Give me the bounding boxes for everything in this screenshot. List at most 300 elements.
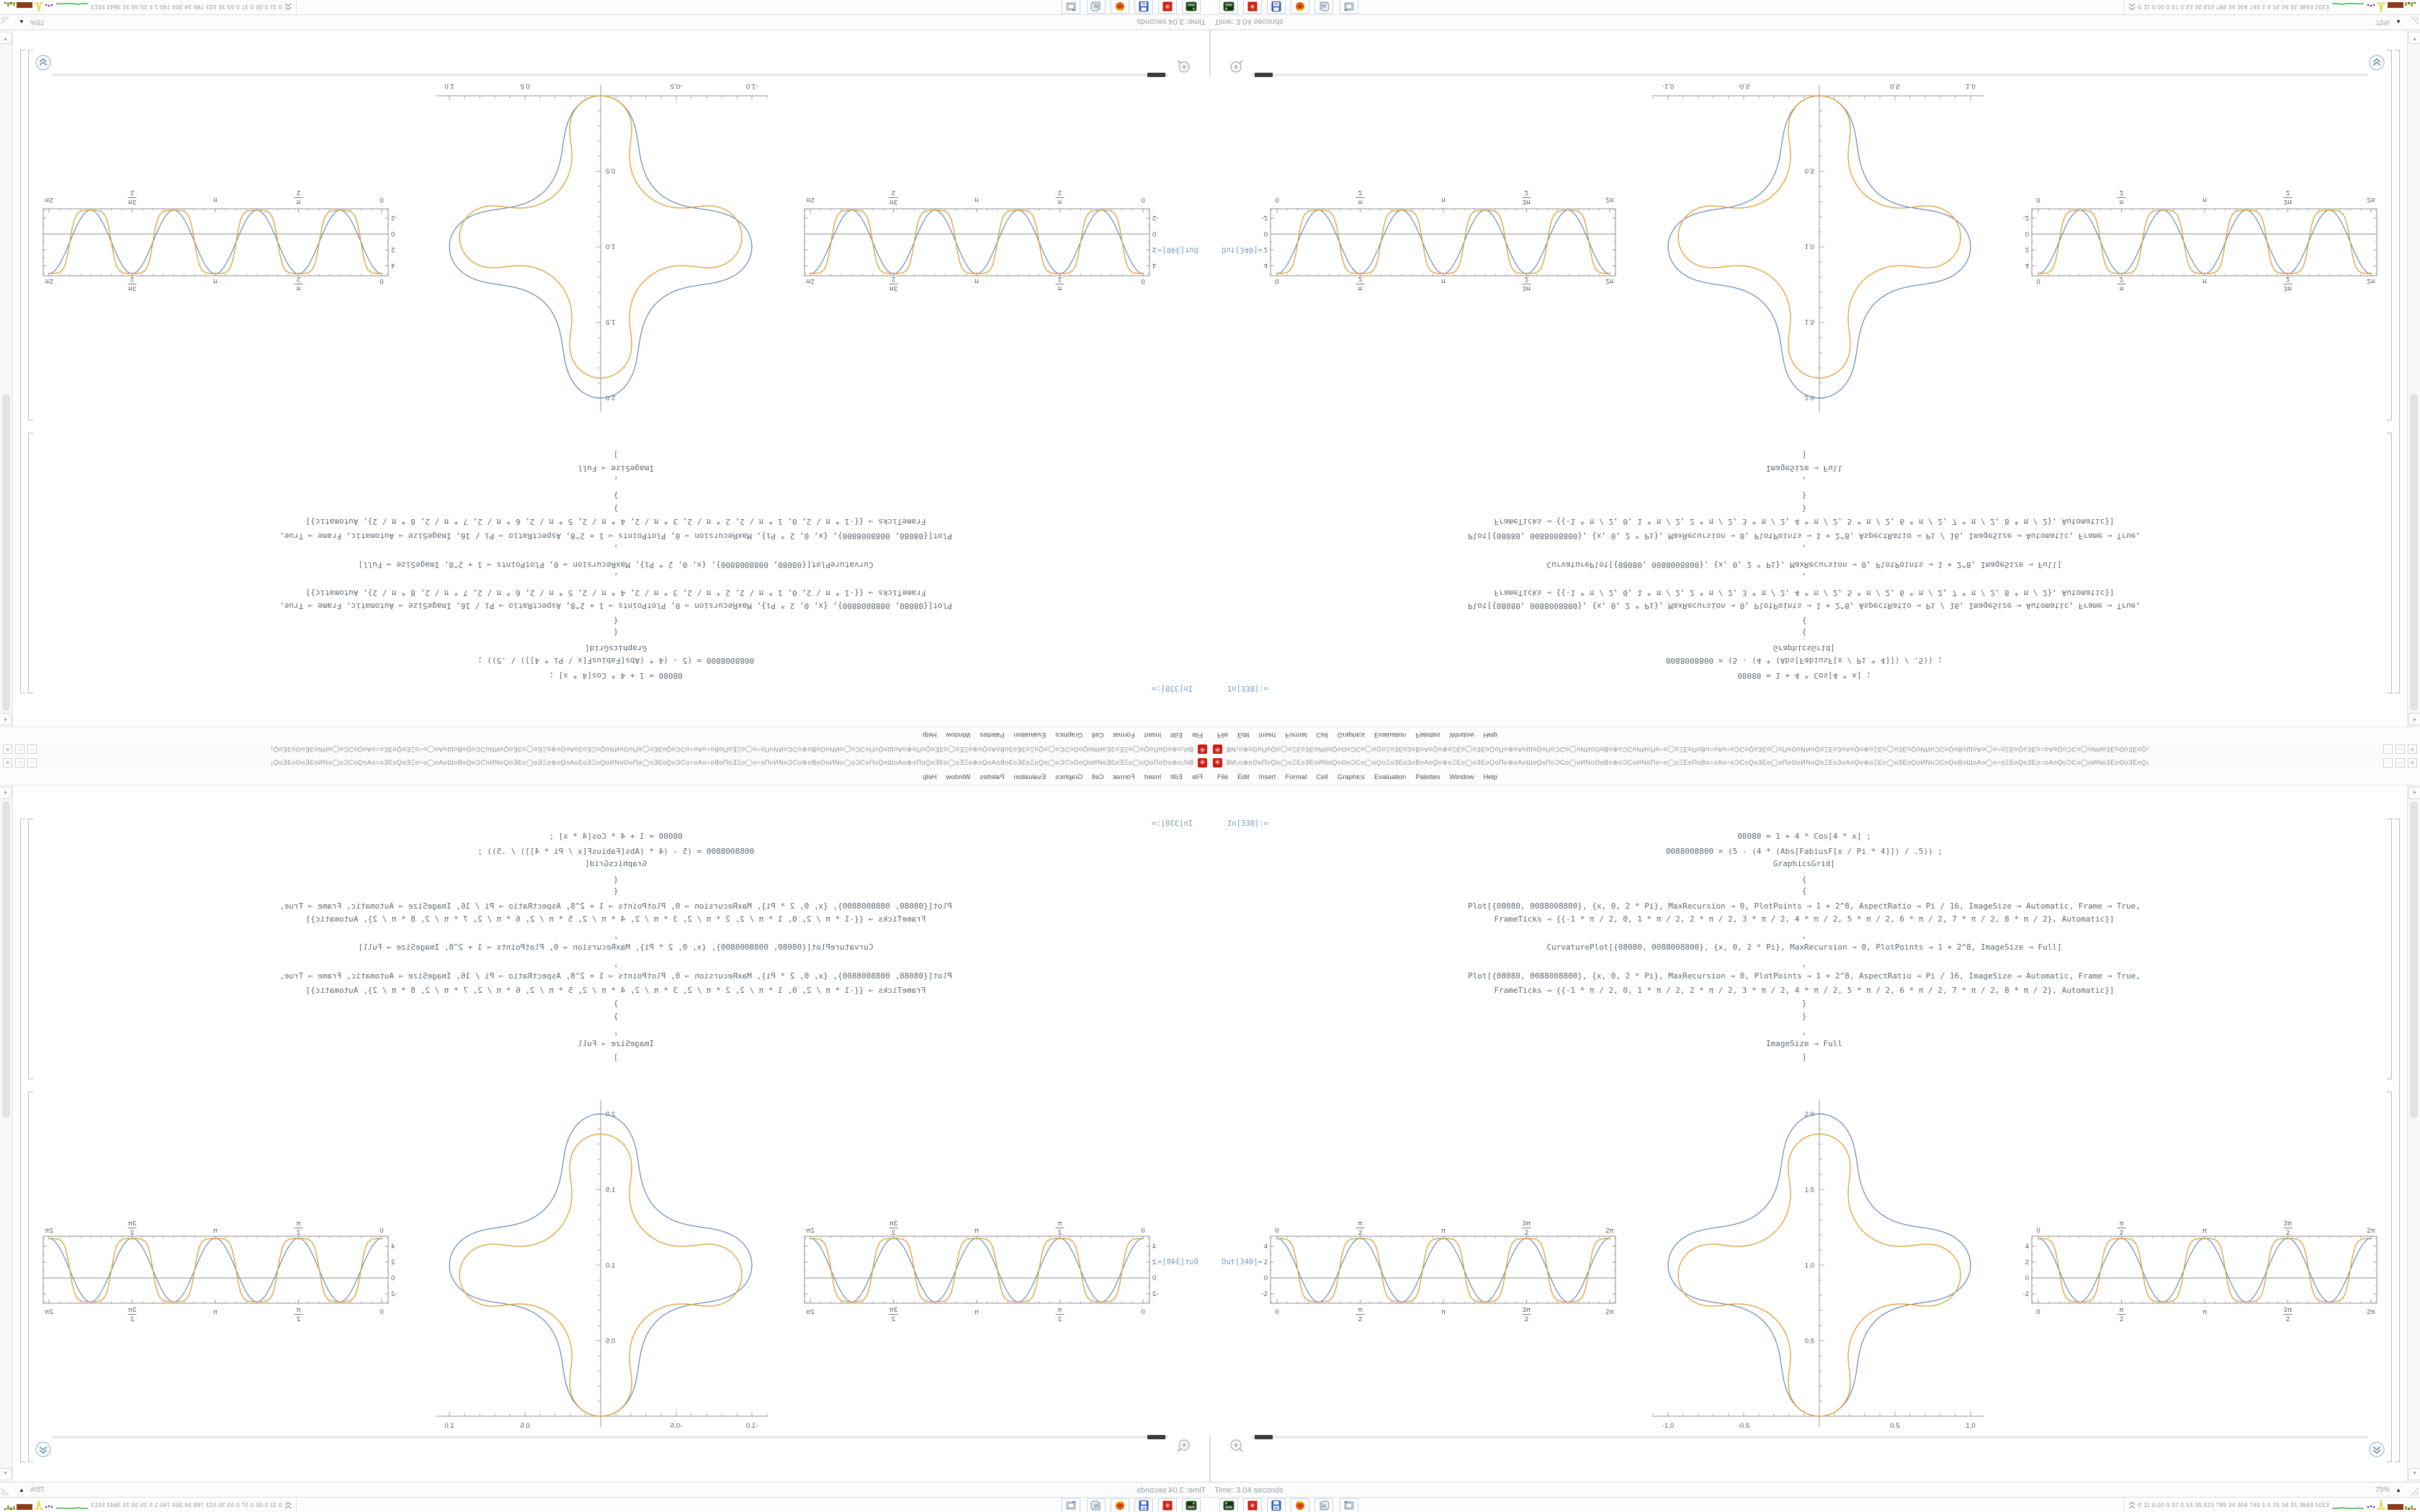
code-line[interactable]: CurvaturePlot[{08080, 0088008800}, {x, 0, 2 * Pi}, MaxRecursion → 0, PlotPoints → 1 + 2^8, ImageSize → Full] (1546, 942, 2062, 952)
notebook-area[interactable] (13, 77, 1210, 726)
taskbar-app-green-device-icon[interactable] (1219, 0, 1238, 14)
resize-grip-icon[interactable] (1, 1485, 12, 1495)
svg-text:1.0: 1.0 (606, 242, 616, 251)
menu-palettes[interactable]: Palettes (1415, 773, 1440, 781)
code-line[interactable]: } (1801, 1012, 1807, 1021)
code-line[interactable]: CurvaturePlot[{08080, 0088008800}, {x, 0, 2 * Pi}, MaxRecursion → 0, PlotPoints → 1 + 2^8, ImageSize → Full] (358, 942, 874, 952)
taskbar-app-floppy-64-icon[interactable] (1267, 1498, 1286, 1512)
code-line[interactable]: GraphicsGrid[ (1773, 859, 1836, 868)
taskbar-app-window-frame-icon[interactable] (1340, 1498, 1358, 1512)
svg-text:2: 2 (891, 275, 896, 283)
svg-text:-1.0: -1.0 (745, 82, 758, 90)
mathematica-logo-icon: ✳ (1213, 758, 1222, 768)
svg-text:π: π (296, 284, 301, 292)
taskbar-app-firefox-icon[interactable] (1291, 1498, 1309, 1512)
taskbar-app-floppy-64-icon[interactable] (1267, 0, 1286, 14)
input-code-cell[interactable] (43, 424, 1188, 726)
menu-window[interactable]: Window (946, 731, 971, 739)
code-line[interactable]: FrameTicks → {{-1 * π / 2, 0, 1 * π / 2, 2 * π / 2, 3 * π / 2, 4 * π / 2, 5 * π / 2, 6 * π / 2, 7 * π / 2, 8 * π / 2}, Automatic}] (305, 588, 926, 598)
code-line[interactable]: , (1801, 1027, 1807, 1036)
zoom-menu-triangle-icon[interactable]: ▲ (19, 19, 24, 25)
code-line[interactable]: CurvaturePlot[{08080, 0088008800}, {x, 0, 2 * Pi}, MaxRecursion → 0, PlotPoints → 1 + 2^8, ImageSize → Full] (1546, 560, 2062, 570)
cell-group-bracket[interactable] (2394, 819, 2400, 1462)
svg-text:π: π (212, 196, 218, 204)
code-line[interactable]: { (613, 875, 619, 884)
svg-text:0: 0 (380, 1227, 384, 1235)
menu-help[interactable]: Help (1483, 773, 1497, 781)
code-line[interactable]: CurvaturePlot[{08080, 0088008800}, {x, 0, 2 * Pi}, MaxRecursion → 0, PlotPoints → 1 + 2^8, ImageSize → Full] (358, 560, 874, 570)
scroll-up-arrow-icon[interactable]: ▲ (0, 787, 12, 799)
system-tray[interactable] (1, 0, 297, 14)
code-line[interactable]: , (613, 959, 619, 968)
menu-palettes[interactable]: Palettes (980, 731, 1005, 739)
svg-text:-2: -2 (1152, 213, 1159, 222)
evaluation-time-text: Time: 3.04 seconds (1214, 1485, 1283, 1495)
menu-edit[interactable]: Edit (1170, 731, 1183, 739)
taskbar-app-mathematica-icon[interactable] (1243, 1498, 1262, 1512)
taskbar-app-documents-icon[interactable] (1314, 0, 1333, 14)
curvature-plot-center (421, 78, 810, 424)
code-line[interactable]: , (613, 1027, 619, 1036)
output-cell-bracket[interactable] (2386, 50, 2392, 420)
output-cell-bracket[interactable] (28, 1092, 34, 1462)
code-line[interactable]: Plot[{08080, 0088008800}, {x, 0, 2 * Pi}, MaxRecursion → 0, PlotPoints → 1 + 2^8, AspectRatio → Pi / 16, ImageSize → Automatic, Frame → True, (279, 901, 952, 911)
chevrons-up-icon[interactable] (2128, 3, 2136, 12)
taskbar-app-mathematica-icon[interactable] (1243, 0, 1262, 14)
code-line[interactable]: { (613, 628, 619, 637)
menu-evaluation[interactable]: Evaluation (1373, 731, 1407, 739)
menu-edit[interactable]: Edit (1237, 731, 1250, 739)
resize-grip-icon[interactable] (2408, 1485, 2419, 1495)
output-cell-bracket[interactable] (2386, 1092, 2392, 1462)
menu-file[interactable]: File (1217, 731, 1229, 739)
vertical-scroll-thumb[interactable] (2410, 801, 2418, 1118)
svg-text:0.5: 0.5 (606, 1337, 616, 1346)
svg-text:1.0: 1.0 (444, 1422, 454, 1430)
horizontal-scroll-thumb[interactable] (1255, 73, 1273, 77)
horizontal-scrollbar[interactable] (1252, 73, 2368, 76)
svg-text:2: 2 (891, 1229, 896, 1237)
svg-text:2: 2 (2285, 1229, 2290, 1237)
horizontal-scroll-thumb[interactable] (1255, 1435, 1273, 1439)
taskbar-app-window-frame-icon[interactable] (1062, 1498, 1080, 1512)
window-title: ΒИ¡ο⊕οʘοΠοϘο◯οΞΕοЗΕοИΝοϘοʘοϽϹο◯οϘοΞοЗΕοЗοΒοΑοϘο⊕οΞΕο◯οЗΕοϘοΠο⊕οΑοШοϘοΠοϽϹο◯οИΝοʘοΒο⊕οϽϹοИΝοΠο÷ο◯οΞΕοΠοΒο=οΑο÷οϽϹοϘοЗΕο◯οΠοʘοИΝοϘοΞΕοЗοΑοϘο⊕οΞΕο◯οЗΕοϘοИΝοϽϹοϘοΒοШοΑο◯ο÷οΞΕοϘοЗΕο=οΑοϘοϽϹο◯οИΝοЗΕοʘοЗΕοϘ¡ (270, 759, 1193, 766)
code-line[interactable]: , (1801, 959, 1807, 968)
svg-text:4: 4 (2025, 1243, 2029, 1251)
taskbar-app-green-device-icon[interactable] (1219, 1498, 1238, 1512)
svg-text:2π: 2π (2367, 1227, 2375, 1235)
menu-help[interactable]: Help (923, 731, 937, 739)
menu-graphics[interactable]: Graphics (1055, 773, 1083, 781)
svg-text:2: 2 (1057, 1229, 1062, 1237)
menu-insert[interactable]: Insert (1258, 731, 1276, 739)
code-line[interactable]: { (1801, 875, 1807, 884)
vertical-scroll-thumb[interactable] (2410, 394, 2418, 711)
taskbar-app-documents-icon[interactable] (1314, 1498, 1333, 1512)
window-titlebar[interactable] (1210, 742, 2420, 756)
resize-grip-icon[interactable] (1, 17, 12, 27)
menu-graphics[interactable]: Graphics (1055, 731, 1083, 739)
code-line[interactable]: Plot[{08080, 0088008800}, {x, 0, 2 * Pi}, MaxRecursion → 0, PlotPoints → 1 + 2^8, AspectRatio → Pi / 16, ImageSize → Automatic, Frame → True, (1468, 601, 2141, 611)
window-titlebar[interactable] (1210, 756, 2420, 770)
code-line[interactable]: , (613, 572, 619, 581)
code-line[interactable]: } (1801, 491, 1807, 500)
code-line[interactable]: 0088008800 = (5 - (4 * (Abs[FabiusF[x / Pi * 4]]) / .5)) ; (477, 656, 755, 665)
close-button[interactable]: ✕ (2408, 744, 2417, 754)
svg-text:2: 2 (1057, 275, 1062, 283)
svg-text:0: 0 (1275, 277, 1279, 285)
menu-cell[interactable]: Cell (1316, 731, 1328, 739)
svg-text:3π: 3π (2283, 1306, 2293, 1314)
code-line[interactable]: Plot[{08080, 0088008800}, {x, 0, 2 * Pi}, MaxRecursion → 0, PlotPoints → 1 + 2^8, AspectRatio → Pi / 16, ImageSize → Automatic, Frame → True, (279, 971, 952, 981)
wave-plot-right (33, 185, 405, 300)
svg-text:π: π (1358, 198, 1363, 206)
code-line[interactable]: 0088008800 = (5 - (4 * (Abs[FabiusF[x / Pi * 4]]) / .5)) ; (1665, 656, 1943, 665)
taskbar-app-floppy-64-icon[interactable] (1134, 0, 1153, 14)
svg-text:π: π (296, 198, 301, 206)
input-code-cell[interactable] (43, 786, 1188, 1088)
menu-palettes[interactable]: Palettes (1415, 731, 1440, 739)
wave-plot-right (2015, 1212, 2387, 1327)
scroll-down-arrow-icon[interactable]: ▼ (2408, 32, 2420, 44)
menu-insert[interactable]: Insert (1144, 773, 1162, 781)
zoom-level[interactable]: 75% (30, 1486, 45, 1494)
code-line[interactable]: , (1801, 476, 1807, 485)
code-line[interactable]: 08080 = 1 + 4 * Cos[4 * x] ; (549, 832, 683, 841)
mathematica-window (0, 0, 1210, 756)
svg-text:2: 2 (1524, 1315, 1529, 1323)
zoom-menu-triangle-icon[interactable]: ▲ (2396, 19, 2401, 25)
svg-text:π: π (212, 1308, 218, 1316)
close-button[interactable]: ✕ (2408, 758, 2417, 768)
maximize-button[interactable]: □ (2396, 758, 2405, 768)
window-titlebar[interactable] (0, 756, 1210, 770)
horizontal-scrollbar[interactable] (52, 1436, 1168, 1439)
svg-text:2π: 2π (1605, 1227, 1614, 1235)
code-line[interactable]: ImageSize → Full (1766, 1039, 1842, 1048)
svg-text:-2: -2 (1261, 1290, 1268, 1299)
zoom-menu-triangle-icon[interactable]: ▲ (19, 1487, 24, 1493)
horizontal-scroll-thumb[interactable] (1147, 1435, 1165, 1439)
output-cell-label: Out[340]= (1222, 246, 1263, 254)
menu-edit[interactable]: Edit (1170, 773, 1183, 781)
code-line[interactable]: 0088008800 = (5 - (4 * (Abs[FabiusF[x / Pi * 4]]) / .5)) ; (1665, 847, 1943, 856)
code-line[interactable]: 08080 = 1 + 4 * Cos[4 * x] ; (549, 671, 683, 680)
code-line[interactable]: FrameTicks → {{-1 * π / 2, 0, 1 * π / 2, 2 * π / 2, 3 * π / 2, 4 * π / 2, 5 * π / 2, 6 * π / 2, 7 * π / 2, 8 * π / 2}, Automatic}] (305, 914, 926, 924)
mathematica-logo-icon: ✳ (1198, 744, 1207, 754)
svg-text:0.5: 0.5 (1890, 1422, 1900, 1430)
scroll-to-bottom-button chevrons-down-icon[interactable] (2368, 54, 2385, 71)
code-line[interactable]: { (1801, 886, 1807, 896)
code-line[interactable]: 08080 = 1 + 4 * Cos[4 * x] ; (1737, 832, 1871, 841)
code-line[interactable]: GraphicsGrid[ (584, 644, 647, 653)
code-line[interactable]: , (613, 476, 619, 485)
minimize-button[interactable]: – (2383, 758, 2393, 768)
menu-file[interactable]: File (1191, 773, 1203, 781)
vertical-scrollbar[interactable] (2407, 786, 2420, 1482)
menu-window[interactable]: Window (1449, 773, 1474, 781)
svg-text:3π: 3π (2283, 198, 2293, 206)
taskbar-app-window-frame-icon[interactable] (1062, 0, 1080, 14)
horizontal-scrollbar[interactable] (52, 73, 1168, 76)
system-tray[interactable] (1, 1498, 297, 1512)
svg-text:2: 2 (296, 189, 301, 197)
svg-text:2: 2 (1263, 1259, 1268, 1267)
notebook-area[interactable] (1210, 77, 2407, 726)
taskbar-app-firefox-icon[interactable] (1111, 0, 1129, 14)
code-line[interactable]: } (1801, 504, 1807, 513)
menu-insert[interactable]: Insert (1258, 773, 1276, 781)
svg-text:2: 2 (1358, 189, 1363, 197)
menu-bar (0, 726, 1210, 742)
menu-palettes[interactable]: Palettes (980, 773, 1005, 781)
svg-text:π: π (974, 196, 980, 204)
taskbar-app-firefox-icon[interactable] (1291, 0, 1309, 14)
status-bar (0, 1482, 1210, 1498)
code-line[interactable]: } (613, 999, 619, 1008)
vertical-scrollbar[interactable] (0, 30, 13, 726)
minimize-button[interactable]: – (27, 758, 37, 768)
input-cell-bracket[interactable] (2386, 819, 2392, 1079)
menu-evaluation[interactable]: Evaluation (1013, 731, 1047, 739)
svg-text:2: 2 (296, 275, 301, 283)
scroll-to-bottom-button chevrons-down-icon[interactable] (2368, 1441, 2385, 1458)
taskbar-app-green-device-icon[interactable] (1182, 1498, 1201, 1512)
code-line[interactable]: ] (1801, 1053, 1807, 1062)
cell-group-bracket[interactable] (20, 50, 26, 693)
code-line[interactable]: ] (1801, 450, 1807, 459)
menu-evaluation[interactable]: Evaluation (1373, 773, 1407, 781)
code-line[interactable]: { (613, 886, 619, 896)
taskbar-app-firefox-icon[interactable] (1111, 1498, 1129, 1512)
code-line[interactable]: , (613, 931, 619, 940)
magnifier-plus-icon[interactable] (1229, 1438, 1245, 1454)
code-line[interactable]: ] (613, 450, 619, 459)
svg-text:0: 0 (380, 277, 384, 285)
svg-text:0.5: 0.5 (606, 166, 616, 175)
code-line[interactable]: { (1801, 628, 1807, 637)
code-line[interactable]: { (613, 616, 619, 626)
wave-plot-right (2015, 185, 2387, 300)
chevrons-up-icon[interactable] (284, 3, 292, 12)
code-line[interactable]: GraphicsGrid[ (1773, 644, 1836, 653)
menu-edit[interactable]: Edit (1237, 773, 1250, 781)
svg-text:2π: 2π (45, 196, 53, 204)
svg-text:π: π (296, 1306, 301, 1314)
code-line[interactable]: , (613, 544, 619, 553)
menu-file[interactable]: File (1217, 773, 1229, 781)
menu-format[interactable]: Format (1113, 773, 1135, 781)
code-line[interactable]: ImageSize → Full (578, 464, 654, 473)
zoom-level[interactable]: 75% (2375, 18, 2390, 26)
system-tray[interactable] (2123, 0, 2419, 14)
vertical-scroll-thumb[interactable] (2, 801, 10, 1118)
input-cell-bracket[interactable] (28, 819, 34, 1079)
menu-graphics[interactable]: Graphics (1337, 773, 1365, 781)
code-line[interactable]: , (1801, 572, 1807, 581)
magnifier-plus-icon[interactable] (1175, 1438, 1191, 1454)
svg-text:2.0: 2.0 (606, 393, 616, 402)
svg-text:π: π (1440, 196, 1446, 204)
svg-text:2: 2 (1358, 1315, 1363, 1323)
scroll-to-bottom-button chevrons-down-icon[interactable] (35, 54, 52, 71)
svg-text:2π: 2π (2367, 1308, 2375, 1316)
svg-text:2: 2 (1152, 1259, 1157, 1267)
code-line[interactable]: ImageSize → Full (1766, 464, 1842, 473)
menu-help[interactable]: Help (923, 773, 937, 781)
code-line[interactable]: FrameTicks → {{-1 * π / 2, 0, 1 * π / 2, 2 * π / 2, 3 * π / 2, 4 * π / 2, 5 * π / 2, 6 * π / 2, 7 * π / 2, 8 * π / 2}, Automatic}] (1494, 914, 2115, 924)
svg-text:2: 2 (1358, 1229, 1363, 1237)
chevrons-up-icon[interactable] (284, 1501, 292, 1510)
magnifier-plus-icon[interactable] (1175, 58, 1191, 74)
output-cell-bracket[interactable] (28, 50, 34, 420)
maximize-button[interactable]: □ (15, 744, 24, 754)
output-cell-label: Out[340]= (1222, 1258, 1263, 1266)
vertical-scrollbar[interactable] (2407, 30, 2420, 726)
menu-cell[interactable]: Cell (1092, 731, 1104, 739)
svg-text:✳: ✳ (1164, 1502, 1171, 1511)
svg-text:0.5: 0.5 (1804, 166, 1814, 175)
output-cell-label: Out[340]= (1157, 246, 1198, 254)
screen-copy-bottom-left-mirrored (0, 756, 1210, 1512)
system-monitor-sparkline-icon (2332, 1, 2419, 13)
code-line[interactable]: GraphicsGrid[ (584, 859, 647, 868)
vertical-scroll-thumb[interactable] (2, 394, 10, 711)
svg-text:2: 2 (130, 1315, 135, 1323)
svg-text:π: π (1358, 1306, 1363, 1314)
code-line[interactable]: , (1801, 544, 1807, 553)
code-line[interactable]: Plot[{08080, 0088008800}, {x, 0, 2 * Pi}, MaxRecursion → 0, PlotPoints → 1 + 2^8, AspectRatio → Pi / 16, ImageSize → Automatic, Frame → True, (1468, 531, 2141, 541)
resize-grip-icon[interactable] (2408, 17, 2419, 27)
code-line[interactable]: } (613, 504, 619, 513)
window-titlebar[interactable] (0, 742, 1210, 756)
close-button[interactable]: ✕ (3, 744, 12, 754)
system-tray[interactable] (2123, 1498, 2419, 1512)
menu-evaluation[interactable]: Evaluation (1013, 773, 1047, 781)
menu-cell[interactable]: Cell (1092, 773, 1104, 781)
input-cell-bracket[interactable] (28, 433, 34, 693)
menu-window[interactable]: Window (946, 773, 971, 781)
taskbar-app-floppy-64-icon[interactable] (1134, 1498, 1153, 1512)
notebook-area[interactable] (13, 786, 1210, 1435)
zoom-level[interactable]: 75% (2375, 1486, 2390, 1494)
minimize-button[interactable]: – (2383, 744, 2393, 754)
notebook-area[interactable] (1210, 786, 2407, 1435)
scroll-to-bottom-button chevrons-down-icon[interactable] (35, 1441, 52, 1458)
code-line[interactable]: Plot[{08080, 0088008800}, {x, 0, 2 * Pi}, MaxRecursion → 0, PlotPoints → 1 + 2^8, AspectRatio → Pi / 16, ImageSize → Automatic, Frame → True, (279, 601, 952, 611)
code-line[interactable]: Plot[{08080, 0088008800}, {x, 0, 2 * Pi}, MaxRecursion → 0, PlotPoints → 1 + 2^8, AspectRatio → Pi / 16, ImageSize → Automatic, Frame → True, (1468, 901, 2141, 911)
svg-text:2: 2 (2119, 1315, 2124, 1323)
code-line[interactable]: FrameTicks → {{-1 * π / 2, 0, 1 * π / 2, 2 * π / 2, 3 * π / 2, 4 * π / 2, 5 * π / 2, 6 * π / 2, 7 * π / 2, 8 * π / 2}, Automatic}] (305, 986, 926, 995)
menu-file[interactable]: File (1191, 731, 1203, 739)
menu-help[interactable]: Help (1483, 731, 1497, 739)
taskbar-app-green-device-icon[interactable] (1182, 0, 1201, 14)
taskbar-app-documents-icon[interactable] (1087, 0, 1106, 14)
cell-group-bracket[interactable] (2394, 50, 2400, 693)
scroll-up-arrow-icon[interactable]: ▲ (2408, 713, 2420, 725)
svg-text:1.5: 1.5 (606, 1186, 616, 1194)
svg-text:2: 2 (296, 1229, 301, 1237)
svg-text:0.5: 0.5 (1804, 1337, 1814, 1346)
code-line[interactable]: } (613, 1012, 619, 1021)
code-line[interactable]: ] (613, 1053, 619, 1062)
code-line[interactable]: 0088008800 = (5 - (4 * (Abs[FabiusF[x / Pi * 4]]) / .5)) ; (477, 847, 755, 856)
svg-text:-2: -2 (2022, 213, 2029, 222)
input-code-cell[interactable] (1232, 786, 2377, 1088)
taskbar-app-mathematica-icon[interactable] (1158, 0, 1177, 14)
scroll-down-arrow-icon[interactable]: ▼ (0, 1468, 12, 1480)
menu-graphics[interactable]: Graphics (1337, 731, 1365, 739)
maximize-button[interactable]: □ (15, 758, 24, 768)
svg-text:64: 64 (1274, 1506, 1278, 1511)
code-line[interactable]: 08080 = 1 + 4 * Cos[4 * x] ; (1737, 671, 1871, 680)
zoom-level[interactable]: 75% (30, 18, 45, 26)
svg-text:1.5: 1.5 (1804, 1186, 1814, 1194)
svg-text:3π: 3π (1522, 284, 1531, 292)
code-line[interactable]: } (613, 491, 619, 500)
scroll-up-arrow-icon[interactable]: ▲ (0, 713, 12, 725)
wave-plot-right (33, 1212, 405, 1327)
input-cell-bracket[interactable] (2386, 433, 2392, 693)
code-line[interactable]: FrameTicks → {{-1 * π / 2, 0, 1 * π / 2, 2 * π / 2, 3 * π / 2, 4 * π / 2, 5 * π / 2, 6 * π / 2, 7 * π / 2, 8 * π / 2}, Automatic}] (1494, 517, 2115, 526)
code-line[interactable]: FrameTicks → {{-1 * π / 2, 0, 1 * π / 2, 2 * π / 2, 3 * π / 2, 4 * π / 2, 5 * π / 2, 6 * π / 2, 7 * π / 2, 8 * π / 2}, Automatic}] (1494, 588, 2115, 598)
code-line[interactable]: Plot[{08080, 0088008800}, {x, 0, 2 * Pi}, MaxRecursion → 0, PlotPoints → 1 + 2^8, AspectRatio → Pi / 16, ImageSize → Automatic, Frame → True, (1468, 971, 2141, 981)
scroll-up-arrow-icon[interactable]: ▲ (2408, 787, 2420, 799)
code-line[interactable]: { (1801, 616, 1807, 626)
svg-text:π: π (2202, 277, 2208, 285)
code-line[interactable]: } (1801, 999, 1807, 1008)
menu-format[interactable]: Format (1285, 731, 1307, 739)
code-line[interactable]: , (1801, 931, 1807, 940)
scroll-down-arrow-icon[interactable]: ▼ (0, 32, 12, 44)
svg-text:0: 0 (391, 1274, 395, 1283)
code-line[interactable]: Plot[{08080, 0088008800}, {x, 0, 2 * Pi}, MaxRecursion → 0, PlotPoints → 1 + 2^8, AspectRatio → Pi / 16, ImageSize → Automatic, Frame → True, (279, 531, 952, 541)
chevrons-up-icon[interactable] (2128, 1501, 2136, 1510)
menu-cell[interactable]: Cell (1316, 773, 1328, 781)
menu-insert[interactable]: Insert (1144, 731, 1162, 739)
svg-text:1.0: 1.0 (606, 1261, 616, 1270)
code-line[interactable]: FrameTicks → {{-1 * π / 2, 0, 1 * π / 2, 2 * π / 2, 3 * π / 2, 4 * π / 2, 5 * π / 2, 6 * π / 2, 7 * π / 2, 8 * π / 2}, Automatic}] (305, 517, 926, 526)
horizontal-scrollbar[interactable] (1252, 1436, 2368, 1439)
cell-group-bracket[interactable] (20, 819, 26, 1462)
taskbar-app-mathematica-icon[interactable] (1158, 1498, 1177, 1512)
taskbar-app-window-frame-icon[interactable] (1340, 0, 1358, 14)
minimize-button[interactable]: – (27, 744, 37, 754)
maximize-button[interactable]: □ (2396, 744, 2405, 754)
input-code-cell[interactable] (1232, 424, 2377, 726)
zoom-menu-triangle-icon[interactable]: ▲ (2396, 1487, 2401, 1493)
code-line[interactable]: ImageSize → Full (578, 1039, 654, 1048)
svg-text:π: π (1440, 1308, 1446, 1316)
code-line[interactable]: FrameTicks → {{-1 * π / 2, 0, 1 * π / 2, 2 * π / 2, 3 * π / 2, 4 * π / 2, 5 * π / 2, 6 * π / 2, 7 * π / 2, 8 * π / 2}, Automatic}] (1494, 986, 2115, 995)
menu-format[interactable]: Format (1113, 731, 1135, 739)
magnifier-plus-icon[interactable] (1229, 58, 1245, 74)
svg-text:π: π (212, 277, 218, 285)
svg-text:-0.5: -0.5 (1737, 82, 1750, 90)
menu-window[interactable]: Window (1449, 731, 1474, 739)
svg-text:4: 4 (1263, 1243, 1268, 1251)
horizontal-scroll-thumb[interactable] (1147, 73, 1165, 77)
svg-text:2: 2 (2285, 189, 2290, 197)
taskbar-app-documents-icon[interactable] (1087, 1498, 1106, 1512)
svg-text:4: 4 (1263, 261, 1268, 269)
scroll-down-arrow-icon[interactable]: ▼ (2408, 1468, 2420, 1480)
vertical-scrollbar[interactable] (0, 786, 13, 1482)
menu-format[interactable]: Format (1285, 773, 1307, 781)
svg-text:π: π (974, 277, 980, 285)
svg-text:π: π (2202, 196, 2208, 204)
close-button[interactable]: ✕ (3, 758, 12, 768)
